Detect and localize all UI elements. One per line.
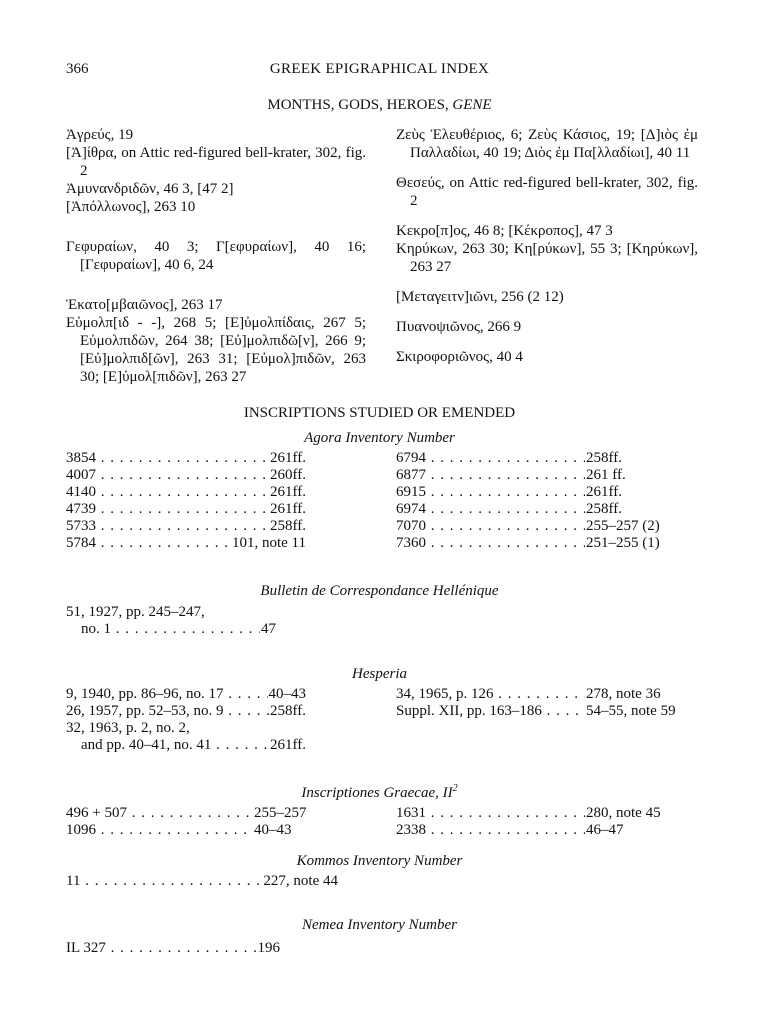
index-row (66, 703, 306, 720)
index-entry: Θεσεύς, on Attic red-figured bell-krater, 302, fig. 2 (396, 175, 698, 209)
page-number: 366 (66, 61, 89, 77)
ref: 26, 1957, pp. 52–53, no. 9 . . . (66, 703, 269, 720)
ref: 4007 . . . (66, 467, 269, 484)
index-row (66, 621, 276, 638)
index-row (396, 501, 668, 518)
page-ref: 261ff. (586, 484, 622, 500)
page-ref: 278, note 36 (586, 686, 661, 702)
ig-title-superscript: 2 (452, 783, 458, 794)
index-entry: Κεκρο[π]ος, 46 8; [Κέκροπος], 47 3 (396, 223, 613, 239)
ref: 496 + 507 . . . (66, 805, 253, 822)
page-ref: 261ff. (270, 737, 306, 753)
page-ref: 258ff. (586, 450, 622, 466)
inscriptions-heading: INSCRIPTIONS STUDIED OR EMENDED (243, 405, 516, 421)
index-entry: Γεφυραίων, 40 3; Γ[εφυραίων], 40 16; [Γεφυραίων], 40 6, 24 (66, 239, 366, 273)
page-ref: 40–43 (254, 822, 292, 838)
ref: 7070 . . . (396, 518, 585, 535)
ref: 6794 . . . (396, 450, 585, 467)
index-row (396, 518, 668, 535)
agora-subheading: Agora Inventory Number (304, 430, 455, 446)
index-entry: Πυανοψιῶνος, 266 9 (396, 319, 522, 335)
months-heading-text: MONTHS, GODS, HEROES, (267, 97, 453, 113)
index-row (66, 535, 306, 552)
page-ref: 261ff. (270, 501, 306, 517)
ig-right-list (396, 805, 674, 839)
page-ref: 251–255 (1) (586, 535, 660, 551)
index-row (396, 484, 668, 501)
ig-left-list (66, 805, 310, 839)
hesperia-right-list (396, 686, 688, 720)
page-ref: 227, note 44 (263, 873, 338, 889)
months-heading-italic: GENE (452, 97, 492, 113)
ref: 6974 . . . (396, 501, 585, 518)
index-row (66, 501, 306, 518)
ref: 5733 . . . (66, 518, 269, 535)
index-row (396, 822, 674, 839)
page-ref: 261ff. (270, 484, 306, 500)
index-row (66, 822, 310, 839)
page-ref: 258ff. (270, 518, 306, 534)
kommos-subheading: Kommos Inventory Number (296, 853, 463, 869)
hesperia-left-list (66, 686, 306, 754)
ref: Suppl. XII, pp. 163–186 . . . (396, 703, 585, 720)
months-right-column (396, 126, 698, 366)
ref: and pp. 40–41, no. 41 . . . (81, 737, 269, 754)
index-row (396, 686, 688, 703)
page-ref: 260ff. (270, 467, 306, 483)
page-ref: 54–55, note 59 (586, 703, 676, 719)
ref: 6877 . . . (396, 467, 585, 484)
months-heading (0, 96, 759, 114)
index-row (66, 940, 280, 957)
index-row (396, 450, 668, 467)
page-ref: 255–257 (2) (586, 518, 660, 534)
agora-right-list (396, 450, 668, 552)
index-row (66, 484, 306, 501)
ig-subheading (0, 784, 759, 802)
ref: 2338 . . . (396, 822, 585, 839)
ref: 6915 . . . (396, 484, 585, 501)
page-ref: 47 (261, 621, 276, 637)
index-row (396, 467, 668, 484)
index-row (66, 737, 306, 754)
page-ref: 101, note 11 (231, 535, 306, 551)
index-row (396, 703, 688, 720)
page-ref: 258ff. (270, 703, 306, 719)
ref: 9, 1940, pp. 86–96, no. 17 . . . (66, 686, 268, 703)
index-row (66, 467, 306, 484)
index-row (66, 686, 306, 703)
ref: 4140 . . . (66, 484, 269, 501)
index-entry: Εὐμολπ[ιδ - -], 268 5; [Ε]ὐμολπίδαις, 267 5; Εὐμολπιδῶν, 264 38; [Εὐ]μολπιδῶ[ν], 266 9; [Εὐ]μολπιδ[ῶν], 263 31; [Εὐμολ]πιδῶν, 263 30; [Ε]ὐμολ[πιδῶν], 263 27 (66, 315, 366, 385)
ref: 3854 . . . (66, 450, 269, 467)
page-ref: 196 (257, 940, 280, 956)
nemea-subheading: Nemea Inventory Number (302, 917, 457, 933)
ref: 7360 . . . (396, 535, 585, 552)
index-line: 32, 1963, p. 2, no. 2, (66, 720, 190, 736)
running-title: GREEK EPIGRAPHICAL INDEX (269, 61, 490, 77)
index-entry: Σκιροφοριῶνος, 40 4 (396, 349, 523, 365)
index-entry: Κηρύκων, 263 30; Κη[ρύκων], 55 3; [Κηρύκων], 263 27 (396, 241, 698, 275)
index-entry: [Μεταγειτν]ιῶνι, 256 (2 12) (396, 289, 564, 305)
ref: 1631 . . . (396, 805, 585, 822)
ref: 34, 1965, p. 126 . . . (396, 686, 585, 703)
index-entry: Ἀμυνανδριδῶν, 46 3, [47 2] (66, 181, 234, 197)
hesperia-subheading: Hesperia (352, 666, 407, 682)
bch-subheading: Bulletin de Correspondance Hellénique (260, 583, 499, 599)
months-left-column (66, 126, 366, 386)
index-entry: Ἀγρεύς, 19 (66, 127, 134, 143)
ig-title: Inscriptiones Graecae, II (301, 785, 453, 801)
bch-list (66, 604, 276, 638)
ref: no. 1 . . . (81, 621, 260, 638)
page-ref: 258ff. (586, 501, 622, 517)
page-ref: 280, note 45 (586, 805, 661, 821)
page-ref: 261 ff. (586, 467, 626, 483)
page-ref: 255–257 (254, 805, 307, 821)
page-ref: 40–43 (268, 686, 306, 702)
page-ref: 46–47 (586, 822, 624, 838)
index-entry: Ζεὺς Ἐλευθέριος, 6; Ζεὺς Κάσιος, 19; [Δ]ιὸς ἐμ Παλλαδίωι, 40 19; Διὸς ἐμ Πα[λλαδίωι], 40 11 (396, 127, 698, 161)
index-row (396, 535, 668, 552)
index-row (66, 450, 306, 467)
index-row (66, 518, 306, 535)
ref: 5784 . . . (66, 535, 231, 552)
index-entry: Ἑκατο[μβαιῶνος], 263 17 (66, 297, 223, 313)
index-row (66, 873, 338, 890)
index-entry: [Ἀπόλλωνος], 263 10 (66, 199, 196, 215)
index-entry: [Ἀ]ίθρα, on Attic red-figured bell-krater, 302, fig. 2 (66, 145, 366, 179)
index-row (66, 805, 310, 822)
index-row (396, 805, 674, 822)
ref: IL 327 . . . (66, 940, 257, 957)
ref: 11 . . . (66, 873, 262, 890)
index-line: 51, 1927, pp. 245–247, (66, 604, 205, 620)
ref: 1096 . . . (66, 822, 253, 839)
nemea-list (66, 940, 280, 957)
agora-left-list (66, 450, 306, 552)
ref: 4739 . . . (66, 501, 269, 518)
kommos-list (66, 873, 338, 890)
page-ref: 261ff. (270, 450, 306, 466)
